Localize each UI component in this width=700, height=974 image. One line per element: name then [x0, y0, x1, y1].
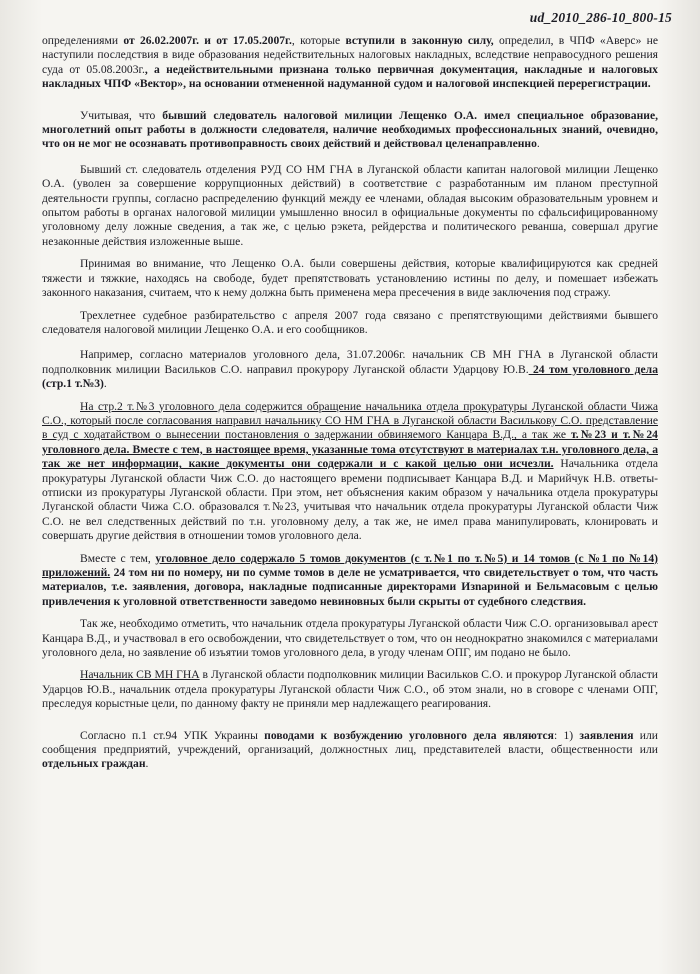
text: . — [145, 757, 149, 771]
text-bold: отдельных граждан — [42, 757, 146, 771]
paragraph-volume-count — [42, 552, 658, 610]
text-bold-underlined: уголовное дело содержало 5 томов документов (с т.№1 по т.№5) и 14 томов (с №1 по №14) приложений. — [42, 551, 658, 579]
paragraph-detention-measure: Принимая во внимание, что Лещенко О.А. были совершены действия, которые квалифицируются как средней тяжести и тяжкие, находясь на свободе, будет препятствовать установлению истины по делу, и помешает избежать законного наказания, считаем, что к нему должна быть применена мера пресечения в виде заключения под стражу. — [42, 257, 658, 300]
paragraph-article-94 — [42, 729, 658, 772]
text-bold-underlined: 24 том уголовного дела — [528, 362, 658, 376]
paragraph-volume-3-appeal — [42, 400, 658, 544]
text: : 1) — [553, 728, 580, 742]
paragraph-investigator-education — [42, 109, 658, 152]
text: Вместе с тем, — [80, 551, 156, 565]
text-bold: поводами к возбуждению уголовного дела являются — [264, 728, 554, 742]
paragraph-investigator-actions: Бывший ст. следователь отделения РУД СО НМ ГНА в Луганской области капитан налоговой милиции Лещенко О.А. (уволен за совершение коррупционных действий) в соответствие с разработанным им планом преступной деятельности группы, согласно распределению функций между ее членами, обладая высоким образовательным уровнем и опытом работы в органах налоговой милиции умышленно вносил в официальные документы по сфальсифицированному уголовному делу ложные сведения, а так же, с целью рэкета, рейдерства и политического реванша, совершал другие незаконные действия изложенные выше. — [42, 162, 658, 248]
paragraph-officials-knew — [42, 668, 658, 711]
text-underlined: Начальник СВ МН ГНА — [80, 668, 200, 682]
text-underlined: На стр.2 т.№3 уголовного дела содержится обращение начальника отдела прокуратуры Луганской области Чижа С.О., который после согласования направил начальнику СО НМ ГНА в Луганской области Василькову С.О. представление в суд с ходатайством о вынесении постановления о задержании обвиняемого Канцара В.Д., а так же — [42, 399, 658, 442]
text: . — [536, 137, 540, 151]
text: Начальника отдела прокуратуры Луганской области Чиж С.О. до настоящего времени подписывает Канцара В.Д. и Марийчук Н.В. ответы-отписки из прокуратуры Луганской области. При этом, нет объяснения каким образом у начальника отдела прокуратуры Луганской области Чижа С.О. образовался т.№23, учитывая что начальник отдела прокуратуры Луганской области Чиж С.О. не вел следственных действий по т.н. уголовному делу, а так же, не имел права манипулировать, клонировать и совершать другие действия в отношении томов уголовного дела. — [42, 457, 658, 543]
text-bold: 24 том ни по номеру, ни по сумме томов в деле не усматривается, что свидетельствует о том, что часть материалов, т.е. заявления, договора, накладные подписанные директорами Изnариной и Бельмасовым с целью привлечения к уголовной ответственности заведомо невиновных были скрыты от судебного следствия. — [42, 566, 658, 608]
text: , которые — [291, 34, 346, 47]
text: в Луганской области подполковник милиции Васильков С.О. и прокурор Луганской области Ударцов Ю.В., начальник отдела прокуратуры Луганской области Чиж С.О., об этом знали, но в сговоре с членами ОПГ, преследуя корыстные цели, по данному факту не приняли мер надлежащего реагирования. — [42, 668, 658, 711]
text-bold: вступили в законную силу, — [345, 34, 494, 47]
text: определил, в ЧПФ «Аверс» не наступили последствия в виде образования недействительных налоговых накладных, вследствие неправосудного решения суда от 05.08.2003г. — [42, 34, 659, 76]
text-bold: от 26.02.2007г. и от 17.05.2007г. — [123, 34, 292, 47]
text: . — [103, 377, 107, 391]
text-bold: , а недействительными признана только первичная документация, накладные и налоговых накладных ЧПФ «Вектор», на основании отмененной надуманной судом и налоговой инспекцией перерегистрации. — [42, 62, 658, 91]
text: определениями — [42, 34, 124, 47]
text-bold-underlined: т.№23 и т.№24 уголовного дела. Вместе с тем, в настоящее время, указанные тома отсутствуют в материалах т.н. уголовного дела, а так же нет информации, какие документы они содержали и с какой целью они исчезли. — [42, 428, 658, 471]
text: Согласно п.1 ст.94 УПК Украины — [80, 728, 265, 742]
paragraph-trial-duration: Трехлетнее судебное разбирательство с апреля 2007 года связано с препятствующими действиями бывшего следователя налоговой милиции Лещенко О.А. и его сообщников. — [42, 308, 658, 336]
paragraph-arrest-organized: Так же, необходимо отметить, что начальник отдела прокуратуры Луганской области Чиж С.О. организовывал арест Канцара В.Д., и участвовал в его освобождении, что свидетельствует о том, что он неоднократно знакомился с материалами уголовного дела, но заявление об изъятии томов уголовного дела, в угоду членам ОПГ, им подано не было. — [42, 617, 658, 660]
text: Учитывая, что — [80, 108, 163, 122]
paragraph-example-volume-24 — [42, 348, 658, 391]
paragraph-court-rulings — [42, 34, 658, 92]
text: Например, согласно материалов уголовного дела, 31.07.2006г. начальник СВ МН ГНА в Луганской области подполковник милиции Васильков С.О. направил прокурору Луганской области Ударцову Ю.В. — [42, 348, 658, 376]
text-bold: (стр.1 т.№3) — [42, 377, 104, 391]
document-id: ud_2010_286-10_800-15 — [529, 10, 672, 25]
text-bold: бывший следователь налоговой милиции Лещенко О.А. имел специальное образование, многолетний опыт работы в должности следователя, наличие необходимых профессиональных знаний, очевидно, что он не мог не осознавать противоправность своих действий и действовал целенаправленно — [42, 108, 658, 151]
text-bold: заявления — [579, 728, 634, 742]
text: или сообщения предприятий, учреждений, организаций, должностных лиц, представителей власти, общественности или — [42, 728, 658, 757]
